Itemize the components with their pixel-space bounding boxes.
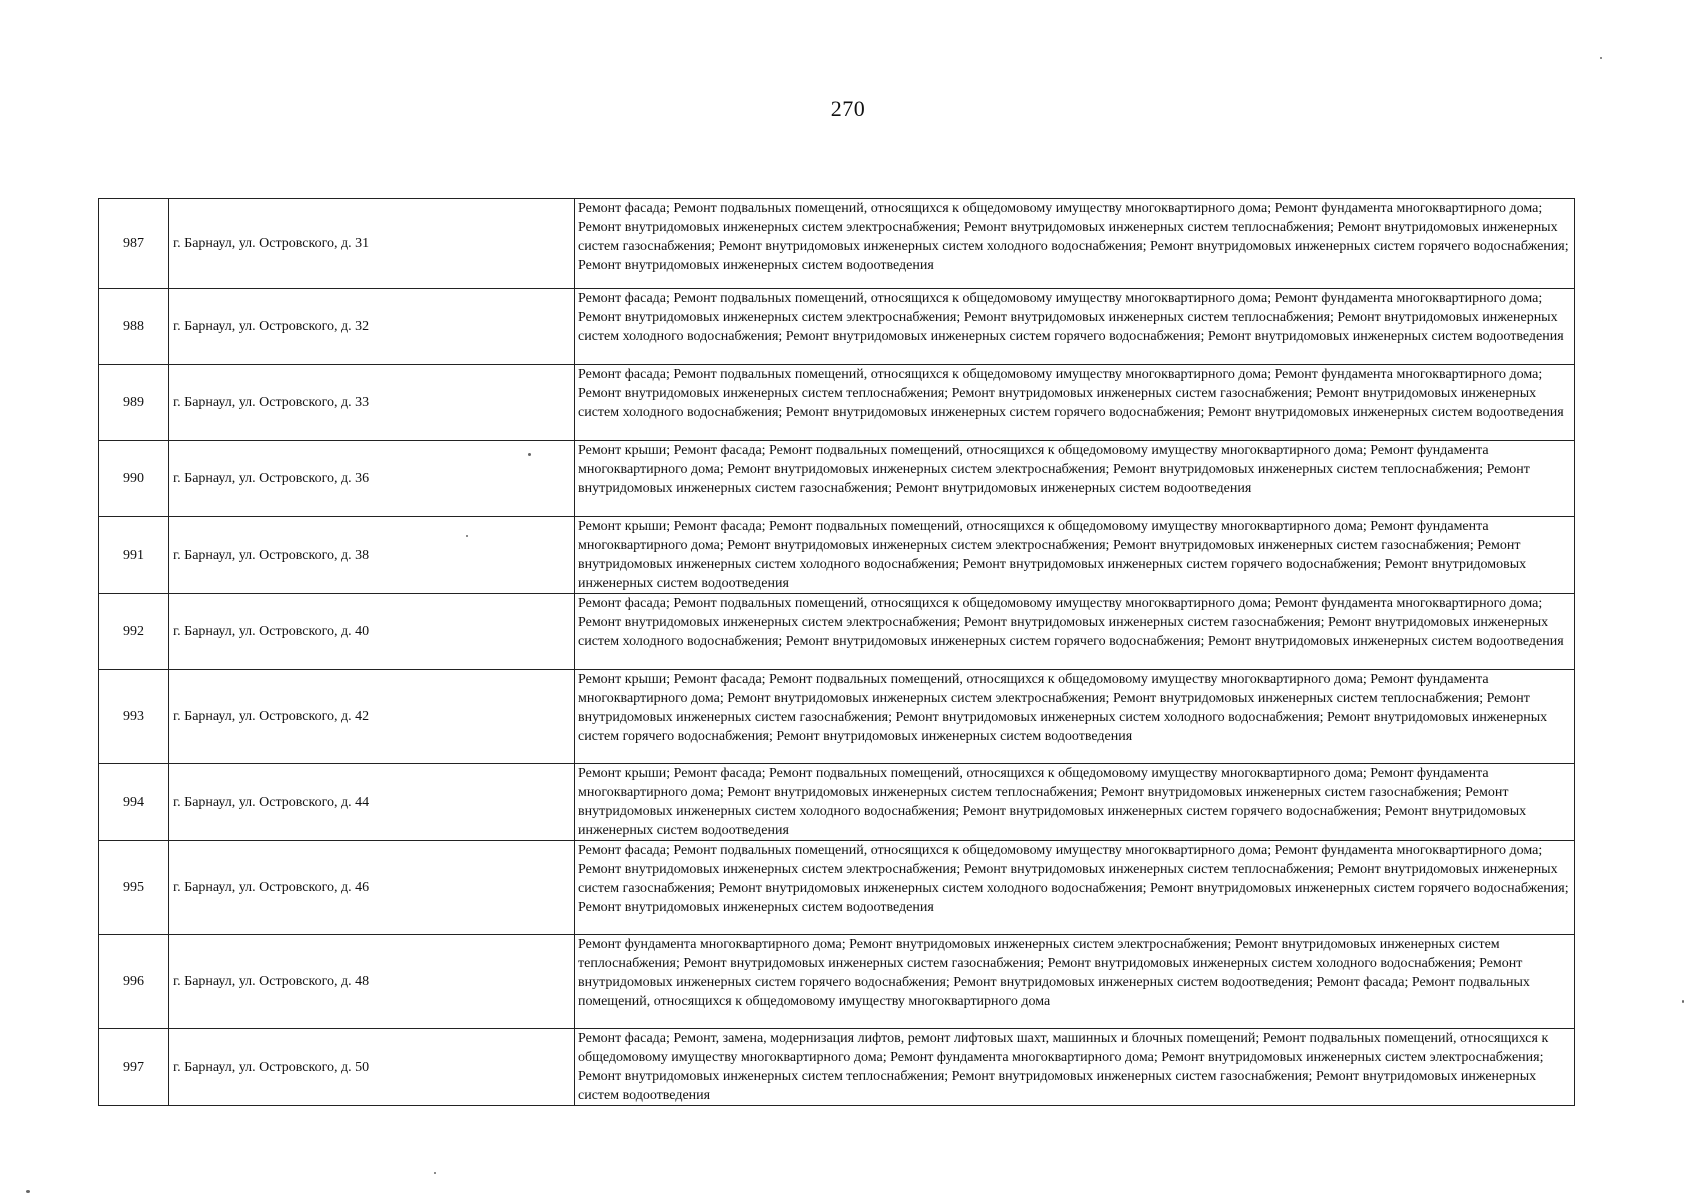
table-row [99,764,1575,841]
row-address: г. Барнаул, ул. Островского, д. 31 [169,199,575,289]
row-works: Ремонт фасада; Ремонт подвальных помещений, относящихся к общедомовому имуществу многоквартирного дома; Ремонт фундамента многоквартирного дома; Ремонт внутридомовых инженерных систем электроснабжения; Ремонт внутридомовых инженерных систем теплоснабжения; Ремонт внутридомовых инженерных систем холодного водоснабжения; Ремонт внутридомовых инженерных систем горячего водоснабжения; Ремонт внутридомовых инженерных систем водоотведения [575,289,1575,365]
table-row [99,365,1575,441]
row-address: г. Барнаул, ул. Островского, д. 44 [169,764,575,841]
row-address: г. Барнаул, ул. Островского, д. 42 [169,670,575,764]
table-row [99,199,1575,289]
table-row [99,289,1575,365]
table-row [99,1029,1575,1106]
row-address: г. Барнаул, ул. Островского, д. 40 [169,594,575,670]
registry-body [99,199,1575,1106]
row-works: Ремонт крыши; Ремонт фасада; Ремонт подвальных помещений, относящихся к общедомовому имуществу многоквартирного дома; Ремонт фундамента многоквартирного дома; Ремонт внутридомовых инженерных систем электроснабжения; Ремонт внутридомовых инженерных систем теплоснабжения; Ремонт внутридомовых инженерных систем газоснабжения; Ремонт внутридомовых инженерных систем холодного водоснабжения; Ремонт внутридомовых инженерных систем горячего водоснабжения; Ремонт внутридомовых инженерных систем водоотведения [575,670,1575,764]
scan-speck [528,453,531,456]
page-number: 270 [830,96,866,121]
table-row [99,935,1575,1029]
table-row [99,441,1575,517]
table-row [99,841,1575,935]
row-number: 994 [99,764,169,841]
row-number: 992 [99,594,169,670]
scan-speck [466,535,468,537]
scan-speck [26,1190,30,1193]
row-address: г. Барнаул, ул. Островского, д. 50 [169,1029,575,1106]
row-address: г. Барнаул, ул. Островского, д. 38 [169,517,575,594]
row-number: 988 [99,289,169,365]
row-works: Ремонт фасада; Ремонт подвальных помещений, относящихся к общедомовому имуществу многоквартирного дома; Ремонт фундамента многоквартирного дома; Ремонт внутридомовых инженерных систем теплоснабжения; Ремонт внутридомовых инженерных систем газоснабжения; Ремонт внутридомовых инженерных систем холодного водоснабжения; Ремонт внутридомовых инженерных систем горячего водоснабжения; Ремонт внутридомовых инженерных систем водоотведения [575,365,1575,441]
row-address: г. Барнаул, ул. Островского, д. 32 [169,289,575,365]
row-works: Ремонт фасада; Ремонт подвальных помещений, относящихся к общедомовому имуществу многоквартирного дома; Ремонт фундамента многоквартирного дома; Ремонт внутридомовых инженерных систем электроснабжения; Ремонт внутридомовых инженерных систем теплоснабжения; Ремонт внутридомовых инженерных систем газоснабжения; Ремонт внутридомовых инженерных систем холодного водоснабжения; Ремонт внутридомовых инженерных систем горячего водоснабжения; Ремонт внутридомовых инженерных систем водоотведения [575,841,1575,935]
row-number: 995 [99,841,169,935]
row-works: Ремонт фасада; Ремонт, замена, модернизация лифтов, ремонт лифтовых шахт, машинных и блочных помещений; Ремонт подвальных помещений, относящихся к общедомовому имуществу многоквартирного дома; Ремонт фундамента многоквартирного дома; Ремонт внутридомовых инженерных систем электроснабжения; Ремонт внутридомовых инженерных систем теплоснабжения; Ремонт внутридомовых инженерных систем газоснабжения; Ремонт внутридомовых инженерных систем водоотведения [575,1029,1575,1106]
row-number: 990 [99,441,169,517]
row-number: 991 [99,517,169,594]
row-number: 987 [99,199,169,289]
repair-registry-table [98,198,1575,1106]
row-number: 989 [99,365,169,441]
row-works: Ремонт крыши; Ремонт фасада; Ремонт подвальных помещений, относящихся к общедомовому имуществу многоквартирного дома; Ремонт фундамента многоквартирного дома; Ремонт внутридомовых инженерных систем электроснабжения; Ремонт внутридомовых инженерных систем теплоснабжения; Ремонт внутридомовых инженерных систем газоснабжения; Ремонт внутридомовых инженерных систем водоотведения [575,441,1575,517]
row-number: 997 [99,1029,169,1106]
scan-speck [1682,1000,1684,1003]
row-works: Ремонт фундамента многоквартирного дома; Ремонт внутридомовых инженерных систем электроснабжения; Ремонт внутридомовых инженерных систем теплоснабжения; Ремонт внутридомовых инженерных систем газоснабжения; Ремонт внутридомовых инженерных систем холодного водоснабжения; Ремонт внутридомовых инженерных систем горячего водоснабжения; Ремонт внутридомовых инженерных систем водоотведения; Ремонт фасада; Ремонт подвальных помещений, относящихся к общедомовому имуществу многоквартирного дома [575,935,1575,1029]
row-address: г. Барнаул, ул. Островского, д. 36 [169,441,575,517]
row-number: 996 [99,935,169,1029]
row-works: Ремонт крыши; Ремонт фасада; Ремонт подвальных помещений, относящихся к общедомовому имуществу многоквартирного дома; Ремонт фундамента многоквартирного дома; Ремонт внутридомовых инженерных систем теплоснабжения; Ремонт внутридомовых инженерных систем газоснабжения; Ремонт внутридомовых инженерных систем холодного водоснабжения; Ремонт внутридомовых инженерных систем горячего водоснабжения; Ремонт внутридомовых инженерных систем водоотведения [575,764,1575,841]
row-address: г. Барнаул, ул. Островского, д. 48 [169,935,575,1029]
scan-speck [434,1172,436,1174]
scan-speck [1600,57,1602,59]
row-address: г. Барнаул, ул. Островского, д. 46 [169,841,575,935]
table-row [99,670,1575,764]
row-works: Ремонт фасада; Ремонт подвальных помещений, относящихся к общедомовому имуществу многоквартирного дома; Ремонт фундамента многоквартирного дома; Ремонт внутридомовых инженерных систем электроснабжения; Ремонт внутридомовых инженерных систем теплоснабжения; Ремонт внутридомовых инженерных систем газоснабжения; Ремонт внутридомовых инженерных систем холодного водоснабжения; Ремонт внутридомовых инженерных систем горячего водоснабжения; Ремонт внутридомовых инженерных систем водоотведения [575,199,1575,289]
table-row [99,594,1575,670]
row-address: г. Барнаул, ул. Островского, д. 33 [169,365,575,441]
row-number: 993 [99,670,169,764]
row-works: Ремонт фасада; Ремонт подвальных помещений, относящихся к общедомовому имуществу многоквартирного дома; Ремонт фундамента многоквартирного дома; Ремонт внутридомовых инженерных систем электроснабжения; Ремонт внутридомовых инженерных систем газоснабжения; Ремонт внутридомовых инженерных систем холодного водоснабжения; Ремонт внутридомовых инженерных систем горячего водоснабжения; Ремонт внутридомовых инженерных систем водоотведения [575,594,1575,670]
row-works: Ремонт крыши; Ремонт фасада; Ремонт подвальных помещений, относящихся к общедомовому имуществу многоквартирного дома; Ремонт фундамента многоквартирного дома; Ремонт внутридомовых инженерных систем электроснабжения; Ремонт внутридомовых инженерных систем газоснабжения; Ремонт внутридомовых инженерных систем холодного водоснабжения; Ремонт внутридомовых инженерных систем горячего водоснабжения; Ремонт внутридомовых инженерных систем водоотведения [575,517,1575,594]
table-row [99,517,1575,594]
